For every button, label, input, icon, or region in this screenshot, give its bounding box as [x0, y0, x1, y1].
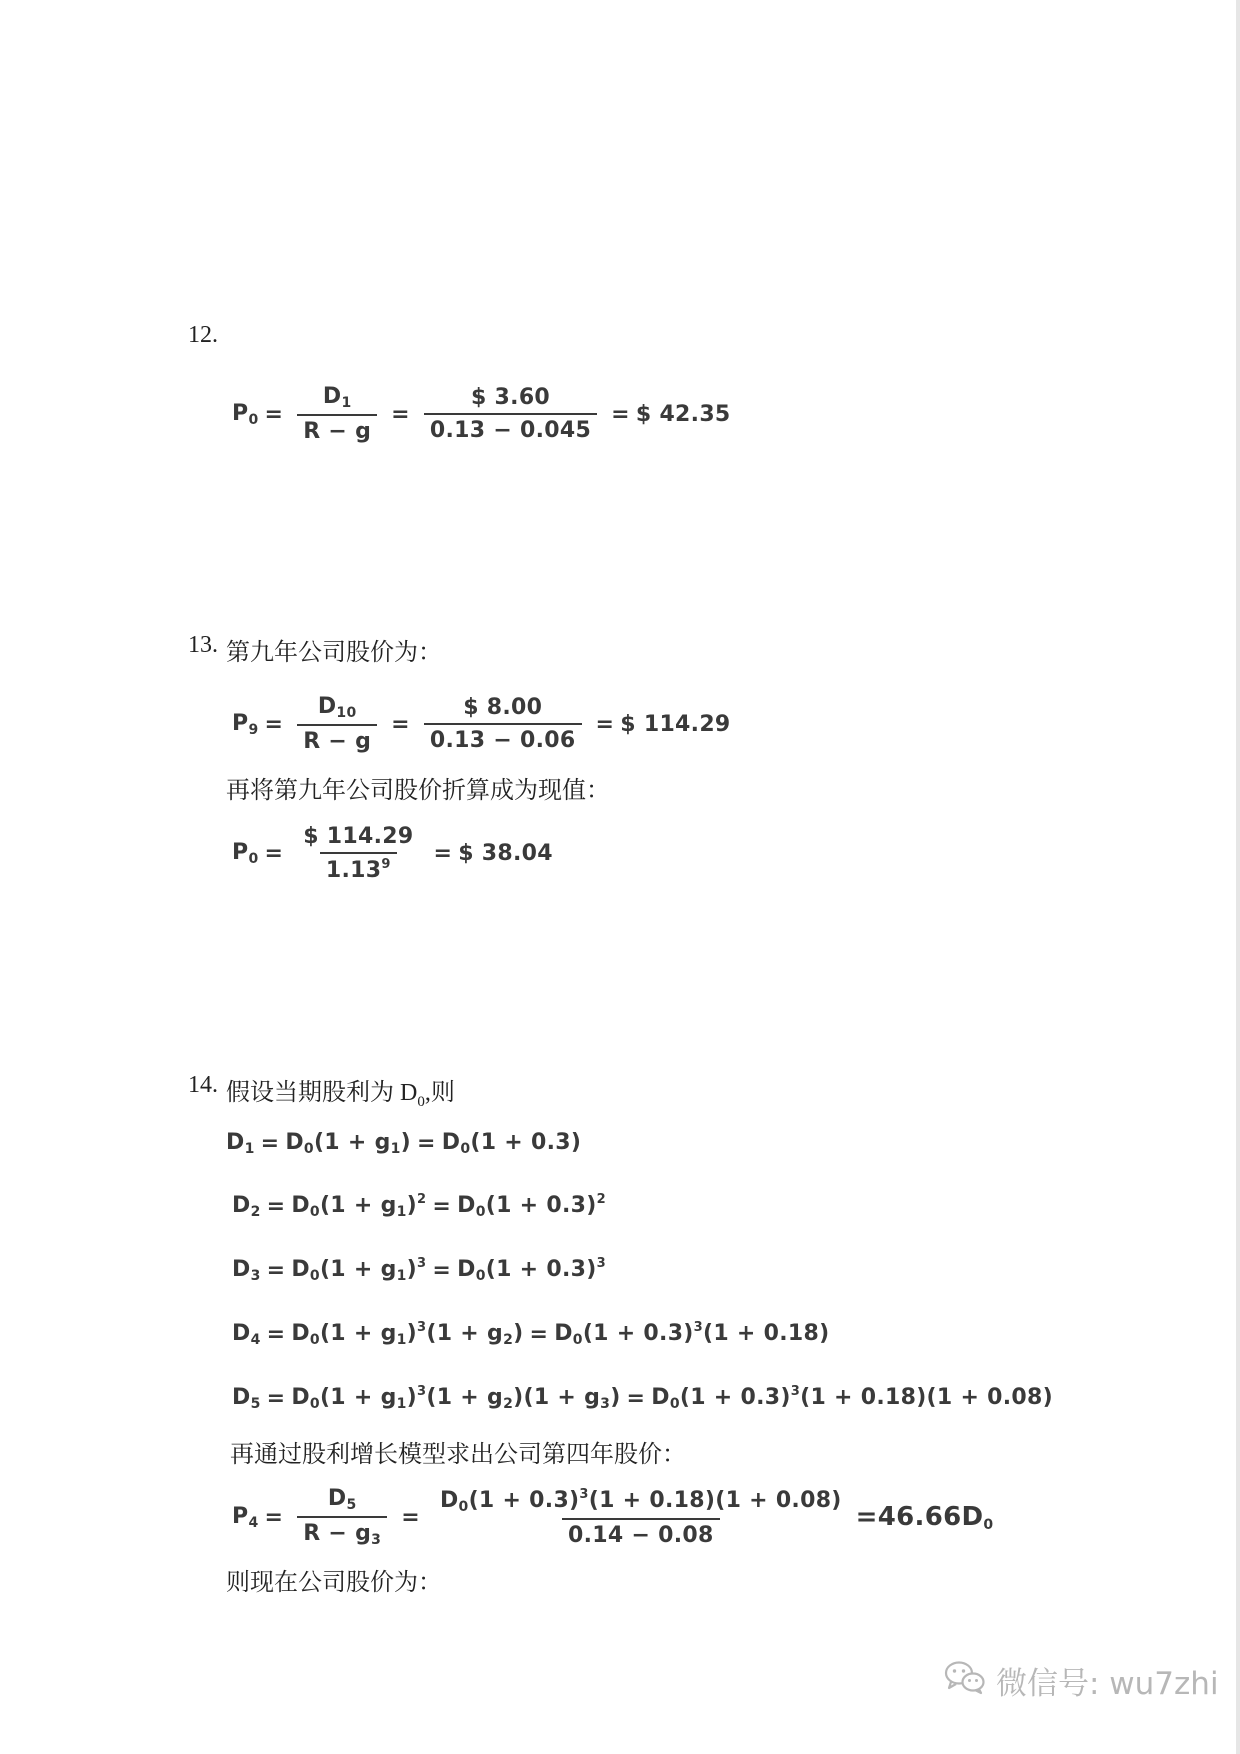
question-14-text2: 再通过股利增长模型求出公司第四年股价： — [230, 1442, 686, 1468]
watermark-text: 微信号: wu7zhi — [996, 1666, 1219, 1702]
fraction-values: $\frac{\$ 3.60}{0.13 - 0.045}$ — [424, 385, 597, 443]
page-edge — [1236, 0, 1240, 1754]
eq-lhs: $P_0$ — [232, 400, 259, 428]
eq-result: $ 42.35 — [635, 401, 731, 427]
formula-q12-p0: $P_0$ = $\frac{D_1}{R - g}$ = $\frac{\$ 3.60}{0.13 - 0.045}$ = $ 42.35 — [232, 384, 731, 444]
question-13-number: 13. — [188, 632, 218, 658]
formula-d4: $D_4$ = $D_0(1 + g_1)^3(1 + g_2)$ = $D_0(1 + 0.3)^3(1 + 0.18)$ — [232, 1320, 830, 1348]
question-14-text3: 则现在公司股价为： — [226, 1570, 442, 1596]
formula-d1: $D_1$ = $D_0(1 + g_1)$ = $D_0(1 + 0.3)$ — [226, 1130, 582, 1157]
wechat-icon — [944, 1659, 996, 1703]
formula-d3: $D_3$ = $D_0(1 + g_1)^3$ = $D_0(1 + 0.3)^3$ — [232, 1256, 606, 1284]
formula-d5: $D_5$ = $D_0(1 + g_1)^3(1 + g_2)(1 + g_3)$ = $D_0(1 + 0.3)^3(1 + 0.18)(1 + 0.08)$ — [232, 1384, 1053, 1412]
wechat-watermark — [944, 1658, 1219, 1703]
question-13-intro: 第九年公司股价为： — [226, 640, 442, 666]
formula-p4: $P_4$ = $\frac{D_5}{R - g_3}$ = $\frac{D_0(1 + 0.3)^3(1 + 0.18)(1 + 0.08)}{0.14 - 0.08}$ $=46.66D_0$ — [232, 1486, 994, 1548]
formula-q13-p0: $P_0$ = $\frac{\$ 114.29}{1.13^9}$ = $ 38.04 — [232, 824, 553, 883]
question-14-intro: 假设当期股利为 $D_0$,则 — [226, 1080, 455, 1110]
question-14-number: 14. — [188, 1072, 218, 1098]
formula-d2: $D_2$ = $D_0(1 + g_1)^2$ = $D_0(1 + 0.3)^2$ — [232, 1192, 606, 1220]
formula-q13-p9: $P_9$ = $\frac{D_{10}}{R - g}$ = $\frac{\$ 8.00}{0.13 - 0.06}$ = $ 114.29 — [232, 694, 731, 754]
question-12-number: 12. — [188, 322, 218, 348]
question-13-text2: 再将第九年公司股价折算成为现值： — [226, 778, 610, 804]
fraction-d1-over-rg: $\frac{D_1}{R - g}$ — [297, 384, 377, 444]
